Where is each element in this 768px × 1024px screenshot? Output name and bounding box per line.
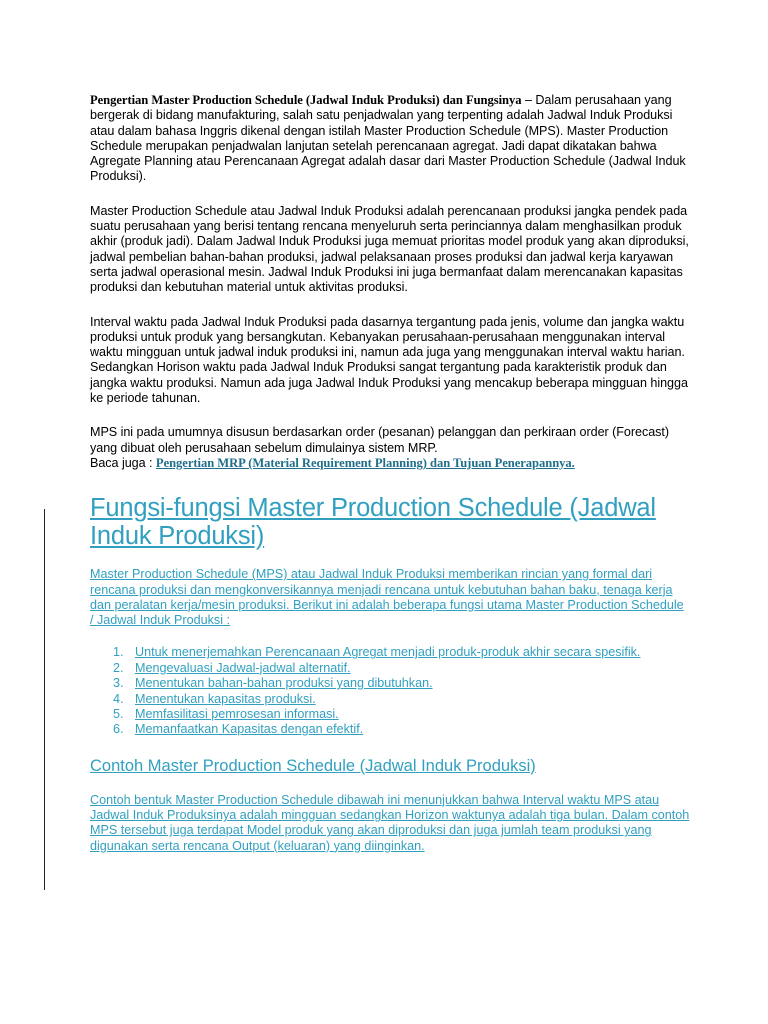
- list-item-number: 3.: [113, 676, 124, 691]
- list-item-text: Mengevaluasi Jadwal-jadwal alternatif.: [135, 660, 351, 675]
- mps-order-text: MPS ini pada umumnya disusun berdasarkan order (pesanan) pelanggan dan perkiraan order (Forecast) yang dibuat oleh perusahaan sebelum dimulainya sistem MRP.: [90, 425, 669, 455]
- interval-paragraph: Interval waktu pada Jadwal Induk Produksi pada dasarnya tergantung pada jenis, volume dan jangka waktu produksi untuk produk yang bersangkutan. Kebanyakan perusahaan-perusahaan menggunakan interval waktu mingguan untuk jadwal induk produksi ini, namun ada juga yang menggunakan interval waktu harian. Sedangkan Horison waktu pada Jadwal Induk Produksi sangat tergantung pada karakteristik produk dan jangka waktu produksi. Namun ada juga Jadwal Induk Produksi yang mencakup beberapa mingguan hingga ke periode tahunan.: [90, 314, 688, 406]
- functions-heading[interactable]: Fungsi-fungsi Master Production Schedule (Jadwal Induk Produksi): [90, 494, 656, 551]
- functions-list-item[interactable]: [113, 661, 690, 676]
- list-item-number: 2.: [113, 660, 124, 675]
- margin-rule: [44, 509, 45, 890]
- see-also-link[interactable]: Pengertian MRP (Material Requirement Planning) dan Tujuan Penerapannya.: [155, 455, 575, 470]
- functions-list-item[interactable]: [113, 707, 690, 722]
- functions-intro[interactable]: Master Production Schedule (MPS) atau Jadwal Induk Produksi memberikan rincian yang formal dari rencana produksi dan mengkonversikannya menjadi rencana untuk kebutuhan bahan baku, tenaga kerja dan peralatan kerja/mesin produksi. Berikut ini adalah beberapa fungsi utama Master Production Schedule / Jadwal Induk Produksi :: [90, 567, 684, 628]
- functions-list-item[interactable]: [113, 692, 690, 707]
- list-item-number: 5.: [113, 707, 124, 722]
- document-page: [90, 93, 690, 854]
- list-item-number: 4.: [113, 691, 124, 706]
- see-also-prefix: Baca juga :: [90, 455, 156, 470]
- functions-list-item[interactable]: [113, 645, 690, 660]
- functions-list: [90, 645, 690, 737]
- intro-paragraph-body: – Dalam perusahaan yang bergerak di bidang manufakturing, salah satu penjadwalan yang terpenting adalah Jadwal Induk Produksi atau dalam bahasa Inggris dikenal dengan istilah Master Production Schedule (MPS). Master Production Schedule merupakan penjadwalan lanjutan setelah perencanaan agregat. Jadi dapat dikatakan bahwa Agregate Planning atau Perencanaan Agregat adalah dasar dari Master Production Schedule (Jadwal Induk Produksi).: [90, 93, 686, 184]
- list-item-number: 6.: [113, 722, 124, 737]
- mps-order-paragraph: [90, 425, 690, 471]
- list-item-text: Memanfaatkan Kapasitas dengan efektif.: [135, 722, 364, 737]
- list-item-text: Menentukan bahan-bahan produksi yang dibutuhkan.: [135, 676, 433, 691]
- list-item-text: Untuk menerjemahkan Perencanaan Agregat menjadi produk-produk akhir secara spesifik.: [135, 645, 641, 660]
- functions-list-item[interactable]: [113, 722, 690, 737]
- intro-lead-title: Pengertian Master Production Schedule (Jadwal Induk Produksi) dan Fungsinya: [90, 93, 522, 107]
- example-heading[interactable]: Contoh Master Production Schedule (Jadwal Induk Produksi): [90, 756, 536, 775]
- functions-list-item[interactable]: [113, 676, 690, 691]
- definition-paragraph: Master Production Schedule atau Jadwal Induk Produksi adalah perencanaan produksi jangka pendek pada suatu perusahaan yang berisi tentang rencana menyeluruh serta perinciannya dalam menghasilkan produk akhir (produk jadi). Dalam Jadwal Induk Produksi juga memuat prioritas model produk yang akan diproduksi, jadwal pembelian bahan-bahan produksi, jadwal pelaksanaan proses produksi dan jadwal kerja karyawan serta jadwal operasional mesin. Jadwal Induk Produksi ini juga bermanfaat dalam merencanakan kapasitas produksi dan kebutuhan material untuk aktivitas produksi.: [90, 203, 689, 295]
- intro-paragraph: [90, 93, 690, 185]
- list-item-number: 1.: [113, 645, 124, 660]
- example-paragraph[interactable]: Contoh bentuk Master Production Schedule dibawah ini menunjukkan bahwa Interval waktu MPS atau Jadwal Induk Produksinya adalah mingguan sedangkan Horizon waktunya adalah tiga bulan. Dalam contoh MPS tersebut juga terdapat Model produk yang akan diproduksi dan juga jumlah team produksi yang digunakan serta rencana Output (keluaran) yang diinginkan.: [90, 792, 690, 853]
- list-item-text: Menentukan kapasitas produksi.: [135, 691, 316, 706]
- list-item-text: Memfasilitasi pemrosesan informasi.: [135, 707, 339, 722]
